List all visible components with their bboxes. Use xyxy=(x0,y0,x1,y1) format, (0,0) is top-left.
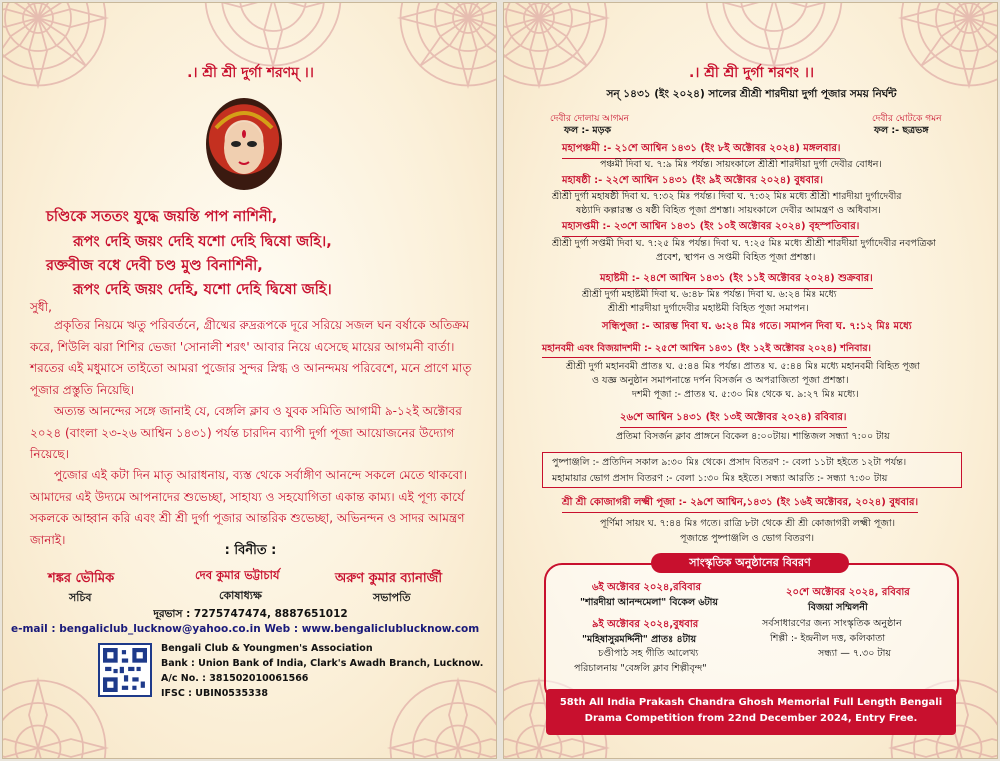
drama-competition-banner xyxy=(546,689,956,735)
departure-label: দেবীর ঘোটকে গমন xyxy=(872,114,942,124)
email-web: e-mail : bengaliclub_lucknow@yahoo.co.in Web : www.bengaliclublucknow.com xyxy=(11,623,480,635)
signatory-role-president: সভাপতি xyxy=(373,591,411,604)
cultural-event-2-detail: "মহিষাসুরমর্দ্দিনী" প্রাতঃ ৪টায় xyxy=(582,634,697,645)
right-heading: .। শ্রী শ্রী দুর্গা শরণং ।। xyxy=(689,65,814,81)
puja-schedule-panel xyxy=(503,2,998,759)
left-heading: .। শ্রী শ্রী দুর্গা শরণম্ ।। xyxy=(187,65,314,81)
cultural-event-3-title: বিজয়া সম্মিলনী xyxy=(808,602,868,613)
bisarjan-line-1: প্রতিমা বিসর্জন ক্লাব প্রাঙ্গনে বিকেল ৪:০০টায়। শান্তিজল সন্ধ্যা ৭:০০ টায় xyxy=(616,431,890,442)
signatory-role-secretary: সচিব xyxy=(69,591,92,604)
sandhi-puja: সন্ধিপুজা :- আরম্ভ দিবা ঘ. ৬:২৪ মিঃ গতে। সমাপন দিবা ঘ. ৭:১২ মিঃ মধ্যে xyxy=(602,321,912,332)
paragraph-intro: প্রকৃতির নিয়মে ঋতু পরিবর্তনে, গ্রীষ্মের রুদ্ররূপকে দূরে সরিয়ে সজল ঘন বর্ষাকে অতিক্রম করে, শিউলি ঝরা শিশির ভেজা 'সোনালী শরৎ' আবার নিয়ে এসেছে মায়ের আগমনী বার্তা। শরতের এই মধুমাসে তাইতো আমরা পুজোর সুন্দর স্নিগ্ধ ও আনন্দময় পরিবেশে, মনে প্রাণে মাতৃ পূজার প্রস্তুতি নিয়েছি। xyxy=(30,318,472,397)
departure-result: ফল :- ছত্রভঙ্গ xyxy=(874,125,929,136)
signatory-name-secretary: শঙ্কর ভৌমিক xyxy=(48,571,115,586)
cultural-event-1-date: ৬ই অক্টোবর ২০২৪,রবিবার xyxy=(592,582,702,593)
invitation-letter-panel xyxy=(2,2,497,759)
mahashashti-title: মহাষষ্ঠী :- ২২শে আশ্বিন ১৪৩১ (ইং ৯ই অক্টোবর ২০২৪) বুধবার। xyxy=(562,173,823,191)
salutation: সুধী, xyxy=(30,300,52,314)
cultural-event-2-date: ৯ই অক্টোবর ২০২৪,বুধবার xyxy=(592,619,699,630)
bisarjan-title: ২৬শে আশ্বিন ১৪৩১ (ইং ১৩ই অক্টোবর ২০২৪) রবিবার। xyxy=(620,410,847,428)
mahashtami-line-2: শ্রীশ্রী শারদীয়া দুর্গাদেবীর মহাষ্টমী বিহিত পূজা সমাপন। xyxy=(608,303,809,314)
mahashashti-line-1: শ্রীশ্রী দুর্গা মহাষষ্ঠী দিবা ঘ. ৭:৩২ মিঃ পর্যন্ত। দিবা ঘ. ৭:৩২ মিঃ মধ্যে শ্রীশ্রী শারদীয়া দুর্গাদেবীর xyxy=(552,191,902,202)
pushpanjali-line-2: মহামায়ার ভোগ প্রসাদ বিতরণ :- বেলা ১:৩০ মিঃ হইতে। সন্ধ্যা আরতি :- সন্ধ্যা ৭:৩০ টায় xyxy=(552,473,888,484)
verse-line-3: রক্তবীজ বধে দেবী চণ্ড মুণ্ড বিনাশিনী, xyxy=(46,258,263,274)
cultural-event-2-subtitle: চণ্ডীপাঠ সহ গীতি আলেখ্য xyxy=(598,648,699,659)
bank-account-name: Bengali Club & Youngmen's Association xyxy=(161,643,373,654)
goddess-durga-portrait xyxy=(206,98,282,190)
paragraph-invitation: পুজোর এই কটা দিন মাতৃ আরাধনায়, ব্যস্ত থেকে সর্বাঙ্গীণ আনন্দে সকলে মেতে থাকবো। আমাদের এই উদ্যমে আপনাদের শুভেচ্ছা, সাহায্য ও সহযোগিতা একান্ত কাম্য। এই পূণ্য কার্যে সকলকে আহ্বান করি এবং শ্রী শ্রী দুর্গা পূজার আন্তরিক শুভেচ্ছা, অভিনন্দন ও সাদর আমন্ত্রণ জানাই। xyxy=(30,468,468,547)
mahasaptami-line-2: প্রবেশ, স্থাপন ও সপ্তমী বিহিত পূজা প্রশস্তা। xyxy=(656,252,816,263)
verse-line-4: রূপং দেহি জয়ং দেহি, যশো দেহি দ্বিষো জহি। xyxy=(73,282,332,298)
phone-numbers: দূরভাস : 7275747474, 8887651012 xyxy=(153,608,348,620)
paragraph-announcement: অত্যন্ত আনন্দের সঙ্গে জানাই যে, বেঙ্গলি ক্লাব ও যুবক সমিতি আগামী ৯-১২ই অক্টোবর ২০২৪ (বাংলা ২৩-২৬ আশ্বিন ১৪৩১) পর্যন্ত চারদিন ব্যাপী দুর্গা পূজা আয়োজনের উদ্যোগ নিয়েছে। xyxy=(30,404,462,461)
schedule-subtitle: সন্ ১৪৩১ (ইং ২০২৪) সালের শ্রীশ্রী শারদীয়া দুর্গা পূজার সময় নির্ঘন্ট xyxy=(606,88,897,100)
cultural-event-3-subtitle: সর্বসাধারণের জন্য সাংস্কৃতিক অনুষ্ঠান xyxy=(762,618,902,629)
mahapanchami-title: মহাপঞ্চমী :- ২১শে আশ্বিন ১৪৩১ (ইং ৮ই অক্টোবর ২০২৪) মঙ্গলবার। xyxy=(562,141,840,159)
vinit-label: : বিনীত : xyxy=(224,543,277,558)
pushpanjali-line-1: পুষ্পাঞ্জলি :- প্রতিদিন সকাল ৯:৩০ মিঃ থেকে। প্রসাদ বিতরণ :- বেলা ১১টা হইতে ১২টা পর্যন্ত। xyxy=(552,457,907,468)
lakshmi-puja-line-2: পূজান্তে পুষ্পাঞ্জলি ও ভোগ বিতরণ। xyxy=(680,533,815,544)
bank-account-number: A/c No. : 381502010061566 xyxy=(161,673,309,684)
mahasaptami-title: মহাসপ্তমী :- ২৩শে আশ্বিন ১৪৩১ (ইং ১০ই অক্টোবর ২০২৪) বৃহস্পতিবার। xyxy=(562,219,859,237)
verse-line-1: চণ্ডিকে সততং যুদ্ধে জয়ন্তি পাপ নাশিনী, xyxy=(46,209,278,225)
mahapanchami-line-1: পঞ্চমী দিবা ঘ. ৭:৯ মিঃ পর্যন্ত। সায়ংকালে শ্রীশ্রী শারদীয়া দুর্গা দেবীর বোধন। xyxy=(600,159,882,170)
mahanavami-line-1: শ্রীশ্রী দুর্গা মহানবমী প্রাতঃ ঘ. ৫:৪৪ মিঃ পর্যন্ত। প্রাতঃ ঘ. ৫:৪৪ মিঃ মধ্যে মহানবমী বিহিত পূজা xyxy=(566,361,920,372)
verse-line-2: রূপং দেহি জয়ং দেহি যশো দেহি দ্বিষো জহি।, xyxy=(73,234,332,250)
cultural-event-3-artist: শিল্পী :- ইন্দ্রনীল দত্ত, কলিকাতা xyxy=(770,633,886,644)
mahanavami-title: মহানবমী এবং বিজয়াদশমী :- ২৫শে আশ্বিন ১৪৩১ (ইং ১২ই অক্টোবর ২০২৪) শনিবার। xyxy=(542,342,871,358)
dashami-puja: দশমী পূজা :- প্রাতঃ ঘ. ৫:৩০ মিঃ থেকে ঘ. ৯:২৭ মিঃ মধ্যে। xyxy=(632,389,859,400)
mahanavami-line-2: ও যজ্ঞ অনুষ্ঠান সমাপনান্তে দর্পন বিসর্জন ও অপরাজিতা পূজা প্রশস্তা। xyxy=(592,375,849,386)
mandala-bottom-right-decoration xyxy=(383,673,497,759)
signatory-name-president: অরুণ কুমার ব্যানার্জী xyxy=(335,571,443,586)
cultural-event-2-director: পরিচালনায় "বেঙ্গলি ক্লাব শিল্পীবৃন্দ" xyxy=(574,663,707,674)
arrival-label: দেবীর দোলায় আগমন xyxy=(550,114,630,124)
bank-name: Bank : Union Bank of India, Clark's Awadh Branch, Lucknow. xyxy=(161,658,484,669)
mahashtami-line-1: শ্রীশ্রী দুর্গা মহাষ্টমী দিবা ঘ. ৬:৪৮ মিঃ পর্যন্ত। দিবা ঘ. ৬:২৪ মিঃ মধ্যে xyxy=(582,289,837,300)
lakshmi-puja-title: শ্রী শ্রী কোজাগরী লক্ষ্মী পূজা :- ২৯শে আশ্বিন,১৪৩১ (ইং ১৬ই অক্টোবর, ২০২৪) বুধবার। xyxy=(562,495,918,513)
banner-line-2: Drama Competition from 22nd December 2024, Entry Free. xyxy=(584,713,918,724)
banner-line-1: 58th All India Prakash Chandra Ghosh Memorial Full Length Bengali xyxy=(559,697,943,708)
mandala-bottom-left-decoration xyxy=(2,673,113,759)
qr-code xyxy=(98,643,152,697)
cultural-event-3-time: সন্ধ্যা — ৭.৩০ টায় xyxy=(818,648,891,659)
signatory-name-treasurer: দেব কুমার ভট্টাচার্য xyxy=(195,568,280,582)
cultural-event-3-date: ২০শে অক্টোবর ২০২৪, রবিবার xyxy=(786,587,910,598)
cultural-program-title: সাংস্কৃতিক অনুষ্ঠানের বিবরণ xyxy=(651,553,849,573)
mahasaptami-line-1: শ্রীশ্রী দুর্গা সপ্তমী দিবা ঘ. ৭:২৫ মিঃ পর্যন্ত। দিবা ঘ. ৭:২৫ মিঃ মধ্যে শ্রীশ্রী শারদীয়া দুর্গাদেবীর নবপত্রিকা xyxy=(552,238,936,249)
arrival-result: ফল :- মড়ক xyxy=(564,125,612,136)
mahashtami-title: মহাষ্টমী :- ২৪শে আশ্বিন ১৪৩১ (ইং ১১ই অক্টোবর ২০২৪) শুক্রবার। xyxy=(600,271,873,289)
mahashashti-line-2: ষষ্ঠ্যাদি কল্পারম্ভ ও ষষ্ঠী বিহিত পূজা প্রশস্তা। সায়ংকালে দেবীর আমন্ত্রণ ও অধিবাস। xyxy=(576,205,881,216)
lakshmi-puja-line-1: পূর্ণিমা সায়ং ঘ. ৭:৪৪ মিঃ গতে। রাত্রি ৮টা থেকে শ্রী শ্রী কোজাগরী লক্ষ্মী পূজা। xyxy=(600,518,895,529)
signatory-role-treasurer: কোষাধ্যক্ষ xyxy=(219,589,262,602)
bank-ifsc: IFSC : UBIN0535338 xyxy=(161,688,268,699)
cultural-event-1-detail: "শারদীয়া আনন্দমেলা" বিকেল ৬টায় xyxy=(580,597,719,608)
